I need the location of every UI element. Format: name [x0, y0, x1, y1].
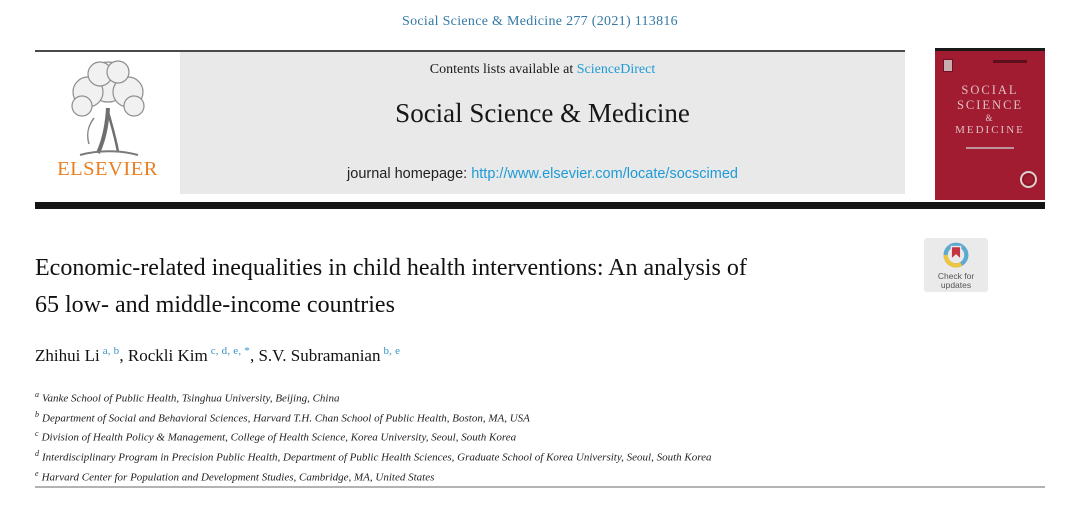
author-name: , Rockli Kim: [119, 345, 208, 365]
affiliation-mark: e: [35, 468, 39, 478]
article-title-line1: Economic-related inequalities in child health interventions: An analysis of: [35, 255, 747, 281]
cover-title-line: &: [985, 113, 995, 123]
affiliation-item: [35, 407, 1035, 427]
affiliation-item: [35, 446, 1035, 466]
article-title-line2: 65 low- and middle-income countries: [35, 292, 395, 318]
cover-impact-factor-badge: [1020, 171, 1037, 188]
author-name: , S.V. Subramanian: [249, 345, 381, 365]
sciencedirect-link[interactable]: ScienceDirect: [576, 62, 656, 77]
masthead-banner: [180, 52, 905, 194]
article-title: [35, 250, 935, 324]
homepage-url-link[interactable]: http://www.elsevier.com/locate/socscimed: [471, 166, 738, 182]
cover-subtitle-bar: [966, 147, 1014, 149]
elsevier-tree-icon: [56, 56, 160, 160]
elsevier-logo: [35, 52, 180, 194]
journal-masthead: [35, 52, 905, 194]
affiliation-text: Vanke School of Public Health, Tsinghua University, Beijing, China: [42, 392, 340, 405]
journal-citation: Social Science & Medicine 277 (2021) 113816: [402, 14, 678, 29]
cover-title-line: MEDICINE: [955, 124, 1025, 136]
cover-issue-text: [993, 60, 1027, 63]
author-affiliation-marks: b, e: [383, 345, 401, 357]
contents-prefix: Contents lists available at: [429, 62, 577, 77]
author-affiliation-marks: a, b: [102, 345, 120, 357]
section-divider-rule: [35, 486, 1045, 488]
author-affiliation-marks: c, d, e, *: [210, 345, 250, 357]
affiliation-text: Division of Health Policy & Management, College of Health Science, Korea University, Seoul, South Korea: [41, 431, 517, 444]
author-list: [35, 345, 935, 366]
publisher-name: ELSEVIER: [57, 158, 158, 180]
author: [35, 346, 119, 365]
journal-title: Social Science & Medicine: [395, 98, 690, 128]
affiliation-list: [35, 387, 1035, 485]
affiliation-item: [35, 466, 1035, 486]
affiliation-text: Department of Social and Behavioral Sciences, Harvard T.H. Chan School of Public Health, Boston, MA, USA: [42, 412, 530, 425]
affiliation-mark: a: [35, 390, 39, 399]
affiliation-mark: c: [35, 429, 39, 439]
affiliation-text: Harvard Center for Population and Development Studies, Cambridge, MA, United States: [41, 471, 435, 484]
masthead-divider-bar: [35, 202, 1045, 209]
author: [250, 346, 400, 365]
cover-title: [935, 83, 1045, 137]
homepage-line: [180, 166, 905, 182]
crossmark-label-line2: updates: [940, 280, 972, 290]
crossmark-label-line1: Check for: [937, 271, 975, 281]
author-name: Zhihui Li: [35, 345, 100, 365]
affiliation-item: [35, 426, 1035, 446]
cover-title-line: SOCIAL: [961, 83, 1019, 97]
crossmark-icon: [940, 240, 972, 272]
affiliation-item: [35, 387, 1035, 407]
homepage-prefix: journal homepage:: [347, 166, 472, 182]
cover-title-line: SCIENCE: [956, 98, 1024, 112]
contents-line: [180, 62, 905, 78]
author: [119, 346, 250, 365]
journal-cover-thumbnail: [935, 48, 1045, 200]
affiliation-mark: b: [35, 409, 39, 419]
affiliation-mark: d: [35, 448, 39, 458]
cover-publisher-emblem-icon: [943, 59, 953, 72]
affiliation-text: Interdisciplinary Program in Precision Public Health, Department of Public Health Sciences, Graduate School of Korea University, Seoul, South Korea: [42, 451, 712, 464]
